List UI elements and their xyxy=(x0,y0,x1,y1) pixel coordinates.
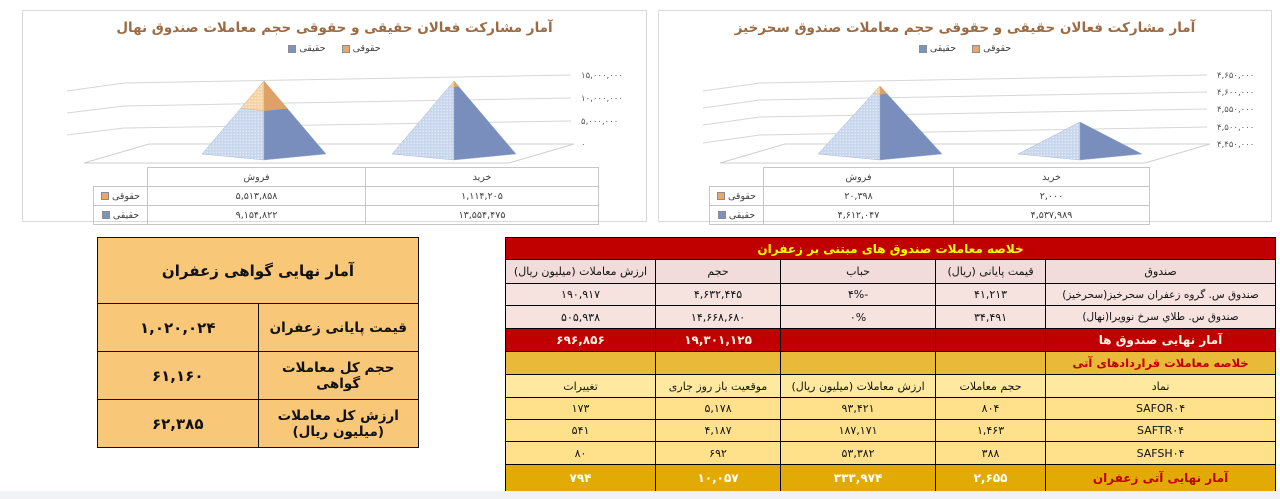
column-header: تغییرات xyxy=(506,375,656,398)
futures-volume: ۸۰۴ xyxy=(936,398,1046,420)
empty-cell xyxy=(936,352,1046,375)
y-tick-label: ۴,۶۰۰,۰۰۰ xyxy=(1217,88,1255,98)
legend-label: حقیقی xyxy=(929,43,957,54)
legend-label: حقوقی xyxy=(983,43,1012,54)
value-cell: ۹,۱۵۴,۸۲۲ xyxy=(148,206,366,225)
fund-volume: ۴,۶۳۲,۴۴۵ xyxy=(656,284,781,306)
chart-title-nahal: آمار مشارکت فعالان حقیقی و حقوقی حجم معاملات صندوق نهال xyxy=(116,20,553,36)
legend-swatch-blue-icon xyxy=(102,211,110,219)
futures-total-label: آمار نهایی آتی زعفران xyxy=(1046,465,1276,492)
legend-label: حقیقی xyxy=(299,43,326,54)
value-cell: ۵,۵۱۳,۸۵۸ xyxy=(148,187,366,206)
futures-band-row xyxy=(506,352,1276,375)
saffron-funds-futures-table xyxy=(505,237,1276,492)
row-label: ارزش کل معاملات (میلیون ریال) xyxy=(258,400,419,448)
table-row xyxy=(710,187,1150,206)
fund-name: صندوق س. طلاي سرخ نوويرا(نهال) xyxy=(1046,306,1276,329)
fund-volume: ۱۴,۶۶۸,۶۸۰ xyxy=(656,306,781,329)
value-cell: ۱۳,۵۵۴,۴۷۵ xyxy=(366,206,599,225)
corner-cell xyxy=(94,168,148,187)
fund-bubble: -۴% xyxy=(781,284,936,306)
pyramid-forush xyxy=(202,81,326,160)
legend-item-haghighi xyxy=(288,43,325,54)
fund-row xyxy=(506,284,1276,306)
futures-row xyxy=(506,398,1276,420)
category-header: خرید xyxy=(366,168,599,187)
chart-legend-nahal xyxy=(23,43,646,54)
chart-panel-saharkhiz xyxy=(658,10,1272,222)
futures-row xyxy=(506,442,1276,465)
table-header-row xyxy=(710,168,1150,187)
futures-symbol: SAFOR۰۴ xyxy=(1046,398,1276,420)
y-tick-label: ۴,۵۵۰,۰۰۰ xyxy=(1217,105,1255,115)
value-cell: ۲۰,۳۹۸ xyxy=(764,187,954,206)
futures-value: ۹۳,۴۲۱ xyxy=(781,398,936,420)
row-label: قیمت پایانی زعفران xyxy=(258,304,419,352)
legend-label: حقوقی xyxy=(352,43,381,54)
row-value: ۶۱,۱۶۰ xyxy=(98,352,259,400)
column-header: حجم معاملات xyxy=(936,375,1046,398)
legend-item-hoghughi xyxy=(342,43,381,54)
futures-symbol: SAFTR۰۴ xyxy=(1046,420,1276,442)
row-label-cell xyxy=(94,206,148,225)
futures-value: ۵۳,۳۸۲ xyxy=(781,442,936,465)
column-header: موقعیت باز روز جاری xyxy=(656,375,781,398)
value-cell: ۴,۵۳۷,۹۸۹ xyxy=(954,206,1150,225)
empty-cell xyxy=(936,329,1046,352)
empty-cell xyxy=(656,352,781,375)
funds-total-row xyxy=(506,329,1276,352)
futures-header-row xyxy=(506,375,1276,398)
legend-item-hoghughi xyxy=(972,43,1011,54)
table-row xyxy=(710,206,1150,225)
fund-value: ۱۹۰,۹۱۷ xyxy=(506,284,656,306)
futures-value: ۱۸۷,۱۷۱ xyxy=(781,420,936,442)
empty-cell xyxy=(506,352,656,375)
chart-panel-nahal xyxy=(22,10,647,222)
row-label: حقیقی xyxy=(728,209,756,221)
legend-swatch-orange-icon xyxy=(972,45,980,53)
gridlines xyxy=(703,75,1207,143)
bottom-strip xyxy=(0,491,1280,499)
y-tick-label: ۱۰,۰۰۰,۰۰۰ xyxy=(581,94,623,104)
pyramid-chart-saharkhiz xyxy=(665,61,1273,167)
table-row xyxy=(98,400,419,448)
table-row xyxy=(94,187,599,206)
y-tick-label: ۰ xyxy=(581,140,586,150)
futures-open-positions: ۶۹۲ xyxy=(656,442,781,465)
funds-total-value: ۶۹۶,۸۵۶ xyxy=(506,329,656,352)
row-label-cell xyxy=(94,187,148,206)
pyramid-kharid xyxy=(392,81,516,160)
fund-close: ۳۴,۴۹۱ xyxy=(936,306,1046,329)
legend-swatch-orange-icon xyxy=(101,192,109,200)
pyramid-chart-nahal xyxy=(29,61,641,167)
value-cell: ۱,۱۱۴,۲۰۵ xyxy=(366,187,599,206)
table-row xyxy=(94,206,599,225)
futures-changes: ۵۴۱ xyxy=(506,420,656,442)
y-tick-label: ۱۵,۰۰۰,۰۰۰ xyxy=(581,71,623,81)
row-label: حجم کل معاملات گواهی xyxy=(258,352,419,400)
row-value: ۶۲,۳۸۵ xyxy=(98,400,259,448)
funds-total-label: آمار نهایی صندوق ها xyxy=(1046,329,1276,352)
legend-item-haghighi xyxy=(919,43,956,54)
empty-cell xyxy=(781,352,936,375)
pyramid-kharid xyxy=(1018,122,1142,160)
futures-open-positions: ۵,۱۷۸ xyxy=(656,398,781,420)
y-axis-ticks xyxy=(581,71,623,150)
category-header: فروش xyxy=(764,168,954,187)
table-row xyxy=(98,352,419,400)
y-tick-label: ۴,۶۵۰,۰۰۰ xyxy=(1217,71,1255,81)
row-label: حقیقی xyxy=(112,209,140,221)
chart-data-table-saharkhiz xyxy=(709,167,1150,225)
row-label-cell xyxy=(710,187,764,206)
fund-name: صندوق س. گروه زعفران سحرخیز(سحرخیز) xyxy=(1046,284,1276,306)
legend-swatch-orange-icon xyxy=(342,45,350,53)
legend-swatch-blue-icon xyxy=(919,45,927,53)
saffron-certificate-summary-table xyxy=(97,237,419,448)
futures-changes: ۱۷۳ xyxy=(506,398,656,420)
funds-header-row xyxy=(506,260,1276,284)
futures-volume: ۳۸۸ xyxy=(936,442,1046,465)
futures-row xyxy=(506,420,1276,442)
chart-title-saharkhiz: آمار مشارکت فعالان حقیقی و حقوقی حجم معاملات صندوق سحرخیز xyxy=(734,20,1196,36)
funds-band-title: خلاصه معاملات صندوق های مبتنی بر زعفران xyxy=(506,238,1276,260)
funds-total-volume: ۱۹,۳۰۱,۱۲۵ xyxy=(656,329,781,352)
row-label-cell xyxy=(710,206,764,225)
summary-title: آمار نهایی گواهی زعفران xyxy=(98,238,419,304)
futures-total-value: ۳۳۳,۹۷۴ xyxy=(781,465,936,492)
column-header: نماد xyxy=(1046,375,1276,398)
column-header: حباب xyxy=(781,260,936,284)
legend-swatch-blue-icon xyxy=(718,211,726,219)
category-header: خرید xyxy=(954,168,1150,187)
column-header: صندوق xyxy=(1046,260,1276,284)
empty-cell xyxy=(781,329,936,352)
column-header: قیمت پایانی (ریال) xyxy=(936,260,1046,284)
column-header: ارزش معاملات (میلیون ریال) xyxy=(506,260,656,284)
y-tick-label: ۵,۰۰۰,۰۰۰ xyxy=(581,117,619,127)
futures-total-open-positions: ۱۰,۰۵۷ xyxy=(656,465,781,492)
y-tick-label: ۴,۴۵۰,۰۰۰ xyxy=(1217,140,1255,150)
fund-row xyxy=(506,306,1276,329)
funds-band-row xyxy=(506,238,1276,260)
y-axis-ticks xyxy=(1217,71,1254,150)
legend-swatch-orange-icon xyxy=(717,192,725,200)
futures-changes: ۸۰ xyxy=(506,442,656,465)
futures-total-changes: ۷۹۴ xyxy=(506,465,656,492)
gridlines xyxy=(67,75,571,135)
legend-swatch-blue-icon xyxy=(288,45,296,53)
column-header: ارزش معاملات (میلیون ریال) xyxy=(781,375,936,398)
column-header: حجم xyxy=(656,260,781,284)
futures-volume: ۱,۴۶۳ xyxy=(936,420,1046,442)
table-header-row xyxy=(94,168,599,187)
futures-symbol: SAFSH۰۴ xyxy=(1046,442,1276,465)
futures-total-volume: ۲,۶۵۵ xyxy=(936,465,1046,492)
table-header-row xyxy=(98,238,419,304)
fund-bubble: ۰% xyxy=(781,306,936,329)
value-cell: ۲,۰۰۰ xyxy=(954,187,1150,206)
row-label: حقوقی xyxy=(727,190,757,202)
corner-cell xyxy=(710,168,764,187)
row-value: ۱,۰۲۰,۰۲۴ xyxy=(98,304,259,352)
category-header: فروش xyxy=(148,168,366,187)
fund-value: ۵۰۵,۹۳۸ xyxy=(506,306,656,329)
futures-band-title: خلاصه معاملات قراردادهای آتی xyxy=(1046,352,1276,375)
chart-legend-saharkhiz xyxy=(659,43,1271,54)
futures-total-row xyxy=(506,465,1276,492)
row-label: حقوقی xyxy=(111,190,141,202)
chart-data-table-nahal xyxy=(93,167,599,225)
value-cell: ۴,۶۱۲,۰۴۷ xyxy=(764,206,954,225)
fund-close: ۴۱,۲۱۳ xyxy=(936,284,1046,306)
futures-open-positions: ۴,۱۸۷ xyxy=(656,420,781,442)
y-tick-label: ۴,۵۰۰,۰۰۰ xyxy=(1217,123,1255,133)
table-row xyxy=(98,304,419,352)
